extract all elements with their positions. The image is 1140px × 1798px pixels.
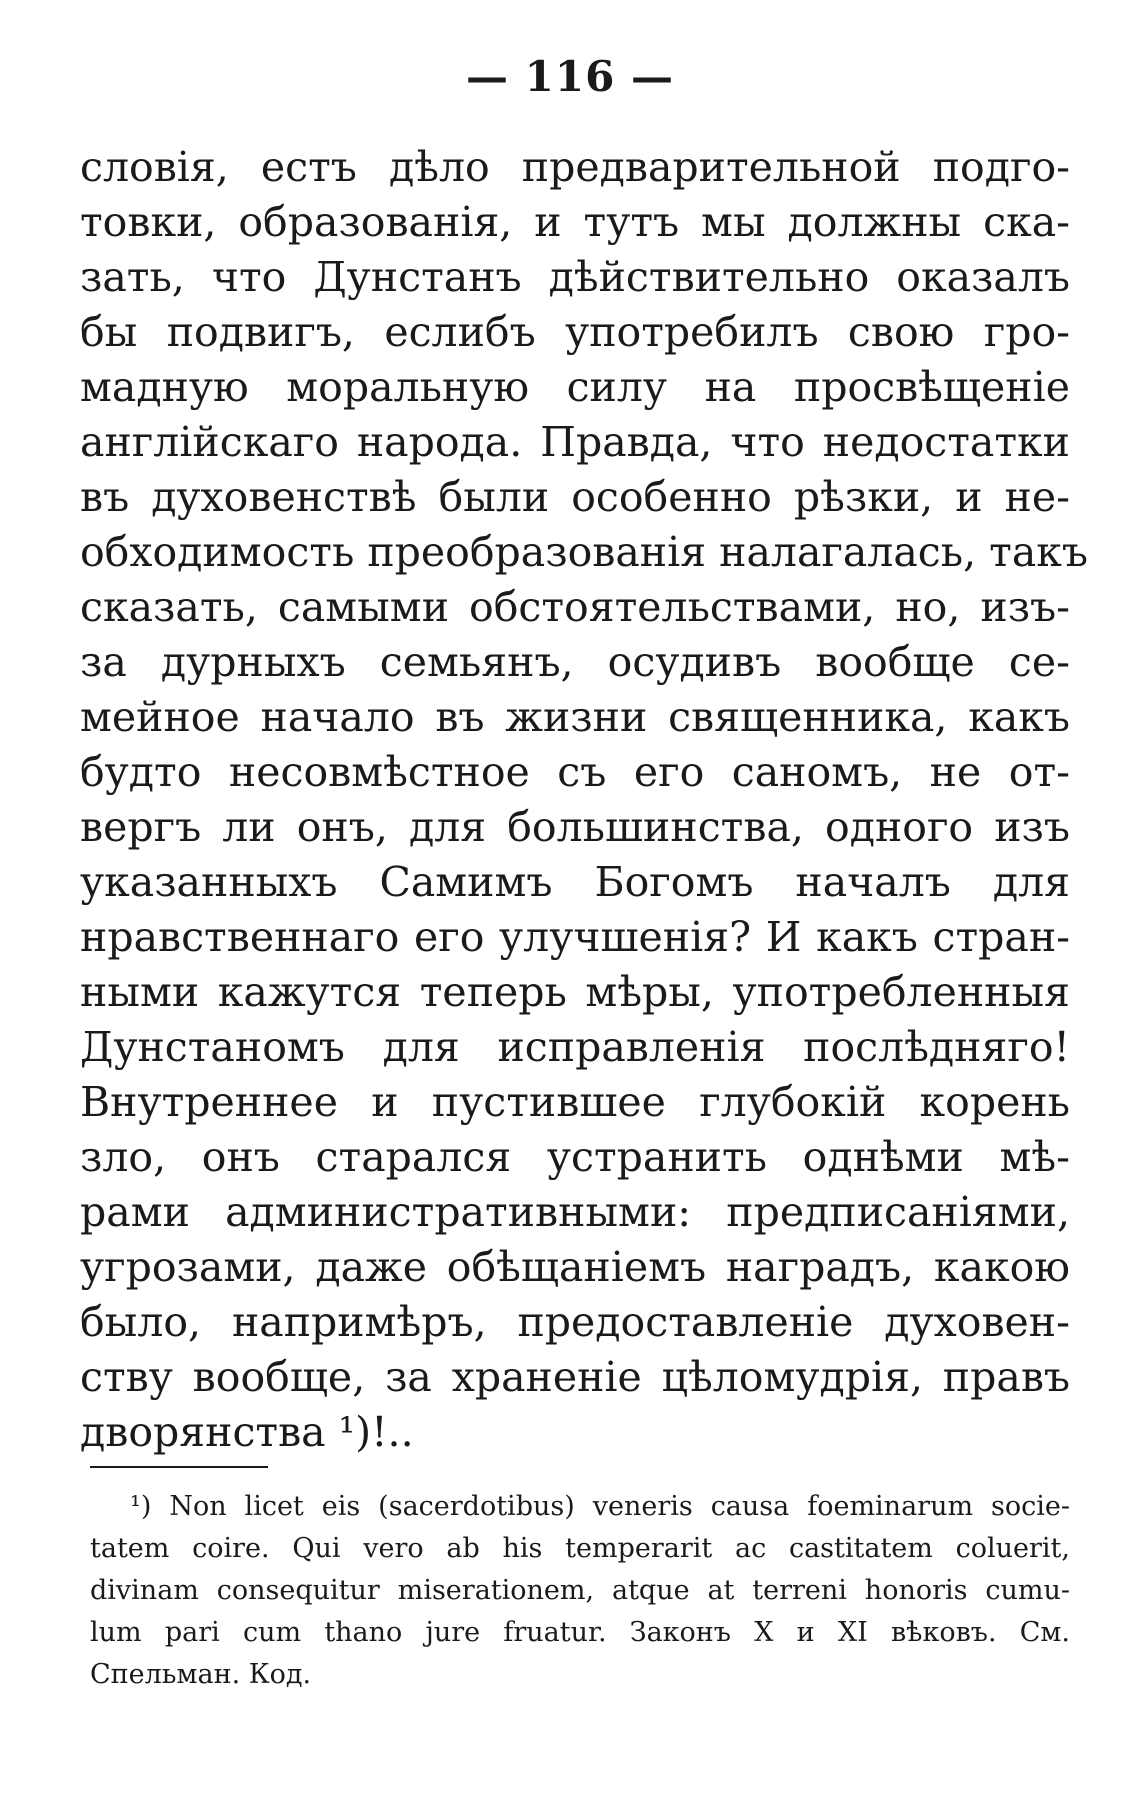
text-line: зать, что Дунстанъ дѣйствительно оказалъ (80, 253, 1070, 301)
text-line: товки, образованія, и тутъ мы должны ска- (80, 198, 1070, 246)
text-line: англійскаго народа. Правда, что недостатки (80, 418, 1070, 466)
text-line: въ духовенствѣ были особенно рѣзки, и не- (80, 473, 1070, 521)
text-line: за дурныхъ семьянъ, осудивъ вообще се- (80, 638, 1070, 686)
text-line: словія, естъ дѣло предварительной подго- (80, 143, 1070, 191)
footnote (90, 1486, 1070, 1696)
body-text (80, 140, 1088, 1460)
footnote-line: Спельман. Код. (90, 1659, 312, 1690)
footnote-line: ¹) Non licet eis (sacerdotibus) veneris causa foeminarum socie- (130, 1491, 1070, 1522)
text-line: мадную моральную силу на просвѣщеніе (80, 363, 1070, 411)
text-line: дворянства ¹)!.. (80, 1408, 414, 1456)
text-line: бы подвигъ, еслибъ употребилъ свою гро- (80, 308, 1070, 356)
text-line: вергъ ли онъ, для большинства, одного изъ (80, 803, 1070, 851)
footnote-line: tatem coire. Qui vero ab his temperarit ac castitatem coluerit, (90, 1533, 1070, 1564)
text-line: Дунстаномъ для исправленія послѣдняго! (80, 1023, 1070, 1071)
page-number: — 116 — (466, 52, 674, 101)
text-line: было, напримѣръ, предоставленіе духовен- (80, 1298, 1070, 1346)
text-line: нравственнаго его улучшенія? И какъ стран- (80, 913, 1070, 961)
text-line: будто несовмѣстное съ его саномъ, не от- (80, 748, 1070, 796)
text-line: зло, онъ старался устранить однѣми мѣ- (80, 1133, 1070, 1181)
text-line: мейное начало въ жизни священника, какъ (80, 693, 1070, 741)
text-line: указанныхъ Самимъ Богомъ началъ для (80, 858, 1070, 906)
text-line: обходимость преобразованія налагалась, такъ (80, 528, 1088, 576)
footnote-line: lum pari cum thano jure fruatur. Законъ X и XI вѣковъ. См. (90, 1617, 1070, 1648)
text-line: рами административными: предписаніями, (80, 1188, 1070, 1236)
text-line: Внутреннее и пустившее глубокій корень (80, 1078, 1070, 1126)
text-line: сказать, самыми обстоятельствами, но, изъ- (80, 583, 1070, 631)
text-line: ными кажутся теперь мѣры, употребленныя (80, 968, 1070, 1016)
footnote-line: divinam consequitur miserationem, atque at terreni honoris cumu- (90, 1575, 1070, 1606)
text-line: ству вообще, за храненіе цѣломудрія, правъ (80, 1353, 1070, 1401)
footnote-divider (90, 1466, 268, 1468)
text-line: угрозами, даже обѣщаніемъ наградъ, какою (80, 1243, 1070, 1291)
